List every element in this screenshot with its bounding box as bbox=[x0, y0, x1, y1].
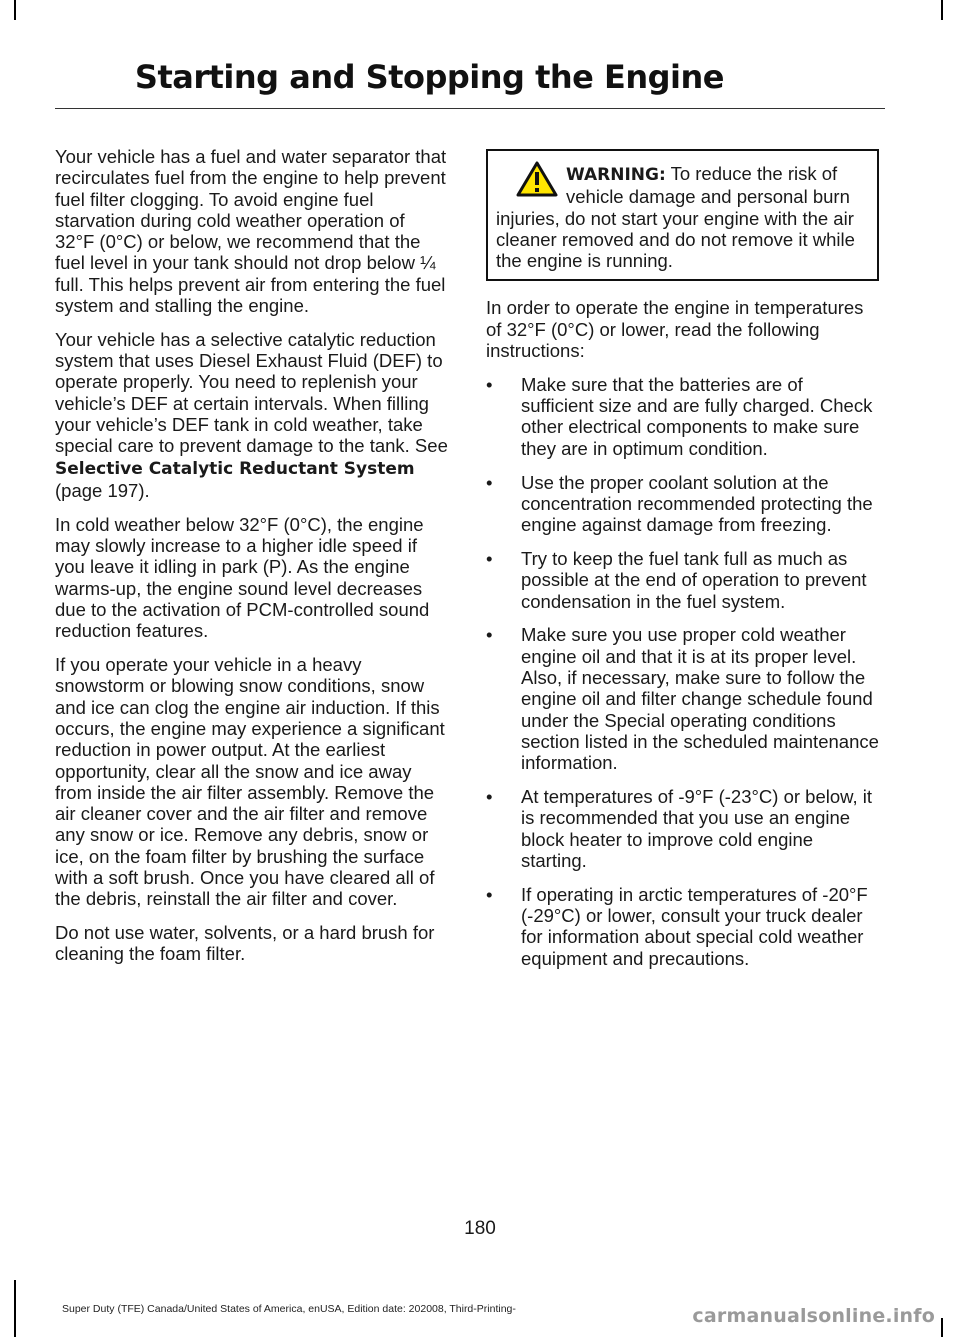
paragraph-foam-filter: Do not use water, solvents, or a hard brush for cleaning the foam filter. bbox=[55, 922, 435, 965]
list-item-text: At temperatures of -9°F (-23°C) or below, it is recommended that you use an engine block heater to improve cold engine starting. bbox=[521, 785, 873, 871]
page-title: Starting and Stopping the Engine bbox=[134, 58, 724, 96]
crop-mark-bottom-right bbox=[941, 1318, 943, 1337]
right-column bbox=[486, 146, 879, 981]
def-text: Your vehicle has a selective catalytic reduction system that uses Diesel Exhaust Fluid (DEF) to operate properly. You need to replenish your vehicle’s DEF at certain intervals. When filling your vehicle’s DEF tank in cold weather, take special care to prevent damage to the tank. See bbox=[55, 328, 448, 457]
paragraph-idle: In cold weather below 32°F (0°C), the engine may slowly increase to a higher idle speed if you leave it idling in park (P). As the engine warms-up, the engine sound level decreases due to the activation of PCM-controlled sound reduction features. bbox=[55, 513, 430, 642]
list-item-text: Make sure you use proper cold weather engine oil and that it is at its proper level. Also, if necessary, make sure to follow the engine oil and filter change schedule found under the Special operating conditions section listed in the scheduled maintenance information. bbox=[521, 624, 879, 774]
list-item-text: Make sure that the batteries are of sufficient size and are fully charged. Check other electrical components to make sure they are in optimum condition. bbox=[521, 373, 873, 459]
list-item bbox=[486, 884, 879, 969]
bullet-icon: • bbox=[486, 547, 493, 569]
page-number: 180 bbox=[464, 1218, 496, 1239]
list-item-text: If operating in arctic temperatures of -20°F (-29°C) or lower, consult your truck dealer for information about special cold weather equipment and precautions. bbox=[521, 883, 868, 969]
bullet-icon: • bbox=[486, 785, 493, 807]
warning-triangle-icon bbox=[516, 161, 558, 201]
list-item bbox=[486, 472, 879, 536]
xref-link-scr[interactable]: Selective Catalytic Reductant System bbox=[55, 458, 415, 479]
xref-page-ref: (page 197). bbox=[55, 479, 150, 501]
header-divider bbox=[55, 108, 885, 109]
left-column bbox=[55, 146, 448, 977]
edition-footer: Super Duty (TFE) Canada/United States of America, enUSA, Edition date: 202008, Third-Printing- bbox=[62, 1303, 516, 1315]
list-item bbox=[486, 548, 879, 612]
list-item bbox=[486, 624, 879, 773]
warning-box bbox=[486, 149, 879, 281]
instruction-list bbox=[486, 374, 879, 969]
paragraph-def bbox=[55, 329, 448, 501]
list-item-text: Use the proper coolant solution at the concentration recommended protecting the engine against damage from freezing. bbox=[521, 471, 873, 536]
warning-text: To reduce the risk of vehicle damage and personal burn injuries, do not start your engine with the air cleaner removed and do not remove it while the engine is running. bbox=[496, 163, 855, 272]
crop-mark-top-left bbox=[14, 0, 16, 20]
paragraph-snowstorm: If you operate your vehicle in a heavy snowstorm or blowing snow conditions, snow and ice can clog the engine air induction. If this occurs, the engine may experience a significant reduction in power output. At the earliest opportunity, clear all the snow and ice away from inside the air filter assembly. Remove the air cleaner cover and the air filter and remove any snow or ice. Remove any debris, snow or ice, on the foam filter by brushing the surface with a soft brush. Once you have cleared all of the debris, reinstall the air filter and cover. bbox=[55, 654, 445, 910]
watermark[interactable]: carmanualsonline.info bbox=[692, 1305, 935, 1327]
bullet-icon: • bbox=[486, 471, 493, 493]
paragraph-intro: In order to operate the engine in temperatures of 32°F (0°C) or lower, read the following instructions: bbox=[486, 297, 864, 362]
paragraph-fuel-separator: Your vehicle has a fuel and water separator that recirculates fuel from the engine to help prevent fuel filter clogging. To avoid engine fuel starvation during cold weather operation of 32°F (0°C) or below, we recommend that the fuel level in your tank should not drop below ¼ full. This helps prevent air from entering the fuel system and stalling the engine. bbox=[55, 146, 447, 317]
bullet-icon: • bbox=[486, 883, 493, 905]
crop-mark-bottom-left bbox=[14, 1280, 16, 1337]
list-item bbox=[486, 374, 879, 459]
list-item-text: Try to keep the fuel tank full as much as possible at the end of operation to prevent condensation in the fuel system. bbox=[521, 547, 867, 612]
bullet-icon: • bbox=[486, 624, 493, 646]
crop-mark-top-right bbox=[941, 0, 943, 20]
bullet-icon: • bbox=[486, 373, 493, 395]
list-item bbox=[486, 786, 879, 871]
warning-label: WARNING: bbox=[566, 165, 666, 185]
